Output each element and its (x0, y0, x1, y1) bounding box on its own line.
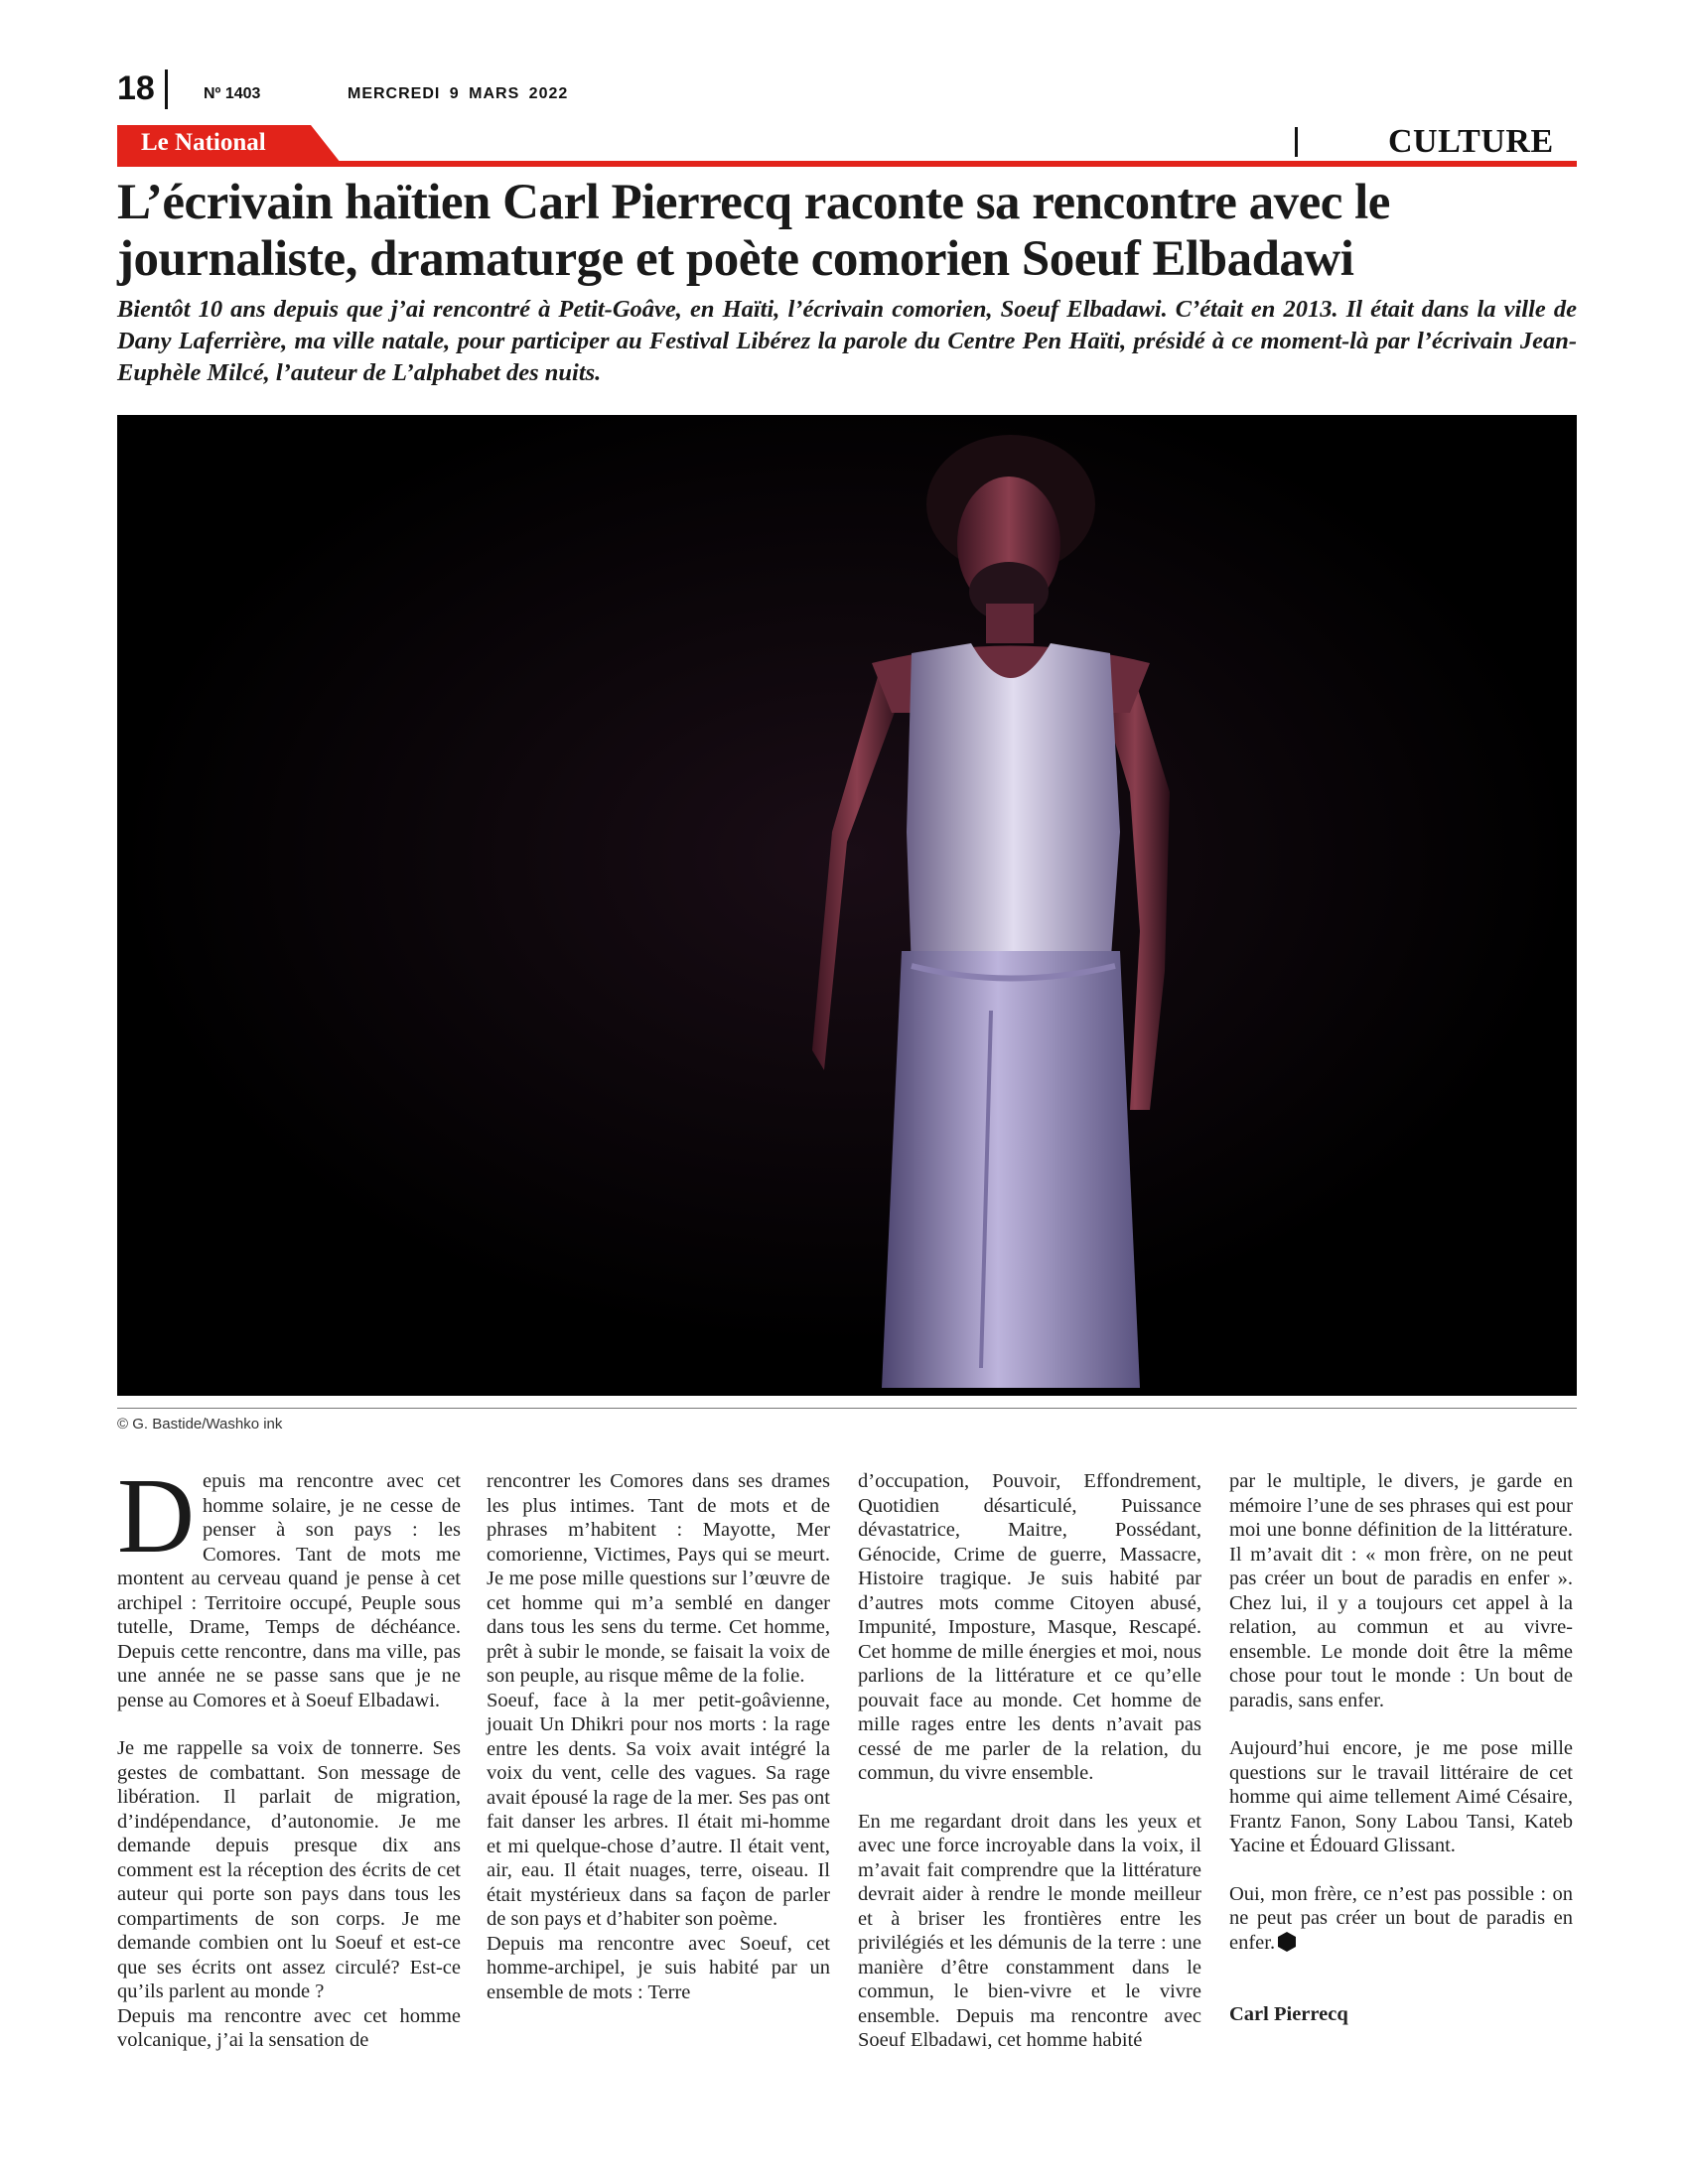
column-2-paragraph-1: rencontrer les Comores dans ses drames les plus intimes. Tant de mots et de phrases m’habitent : Mayotte, Mer comorienne, Victimes, Pays qui se meurt. Je me pose mille questions sur l’œuvre de cet homme qui m’a semblé en danger dans tous les sens du terme. Cet homme, prêt à subir le monde, se faisait la voix de son peuple, au risque même de la folie. (487, 1470, 830, 1687)
article-headline: L’écrivain haïtien Carl Pierrecq raconte sa rencontre avec le journaliste, dramaturge et poète comorien Soeuf Elbadawi (117, 175, 1390, 287)
photo-rule (117, 1408, 1577, 1409)
column-4-paragraph-1: par le multiple, le divers, je garde en mémoire l’une de ses phrases qui est pour moi une bonne définition de la littérature. Il m’avait dit : « mon frère, on ne peut pas créer un bout de paradis en enfer ». Chez lui, il y a toujours cet appel à la relation, au commun et au vivre-ensemble. Le monde doit être la même chose pour tout le monde : Un bout de paradis, sans enfer. (1229, 1470, 1573, 1711)
article-column-4 (1229, 1469, 1573, 2027)
column-3-paragraph-2: En me regardant droit dans les yeux et avec une force incroyable dans la voix, il m’avait fait comprendre que la littérature devrait aider à rendre le monde meilleur et à briser les frontières entre les privilégiés et les démunis de la terre : une manière d’être constamment dans le commun, le bien-vivre et le vivre ensemble. Depuis ma rencontre avec Soeuf Elbadawi, cet homme habité (858, 1810, 1201, 2051)
article-column-2 (487, 1469, 830, 2004)
column-1-paragraph-3: Depuis ma rencontre avec cet homme volcanique, j’ai la sensation de (117, 2004, 461, 2051)
column-1-paragraph-1: epuis ma rencontre avec cet homme solaire, je ne cesse de penser à son pays : les Comores. Tant de mots me montent au cerveau quand je pense à cet archipel : Territoire occupé, Peuple sous tutelle, Drame, Temps de déchéance. Depuis cette rencontre, dans ma ville, pas une année ne se passe sans que je ne pense au Comores et à Soeuf Elbadawi. (117, 1470, 461, 1711)
column-4-paragraph-2: Aujourd’hui encore, je me pose mille questions sur le travail littéraire de cet homme qui aime tellement Aimé Césaire, Frantz Fanon, Sony Labou Tansi, Kateb Yacine et Édouard Glissant. (1229, 1737, 1573, 1856)
performer-photo-illustration (117, 415, 1577, 1396)
newspaper-logo[interactable]: Le National (141, 129, 266, 156)
section-divider (1295, 127, 1298, 157)
column-2-paragraph-3: Depuis ma rencontre avec Soeuf, cet homme-archipel, je suis habité par un ensemble de mots : Terre (487, 1932, 830, 2003)
photo-credit: © G. Bastide/Washko ink (117, 1416, 283, 1433)
drop-cap: D (117, 1457, 195, 1575)
column-1-paragraph-2: Je me rappelle sa voix de tonnerre. Ses gestes de combattant. Son message de libération. Il parlait de migration, d’indépendance, d’autonomie. Je me demande depuis presque dix ans comment est la réception des écrits de cet auteur qui porte son pays dans tous les compartiments de son corps. Je me demande combien ont lu Soeuf et est-ce que ses écrits ont assez circulé? Est-ce qu’ils parlent au monde ? (117, 1737, 461, 2002)
section-label[interactable]: CULTURE (1388, 123, 1554, 160)
header-rule (117, 161, 1577, 167)
column-4-paragraph-3: Oui, mon frère, ce n’est pas possible : on ne peut pas créer un bout de paradis en enfer. (1229, 1882, 1573, 1954)
article-column-3 (858, 1469, 1201, 2053)
page-number: 18 (117, 69, 155, 107)
issue-date: MERCREDI 9 MARS 2022 (348, 85, 569, 102)
issue-number: Nº 1403 (204, 85, 261, 102)
page-number-divider (165, 69, 168, 109)
article-photo (117, 415, 1577, 1396)
column-2-paragraph-2: Soeuf, face à la mer petit-goâvienne, jouait Un Dhikri pour nos morts : la rage entre les dents. Sa voix avait intégré la voix du vent, celle des vagues. Sa rage avait épousé la rage de la mer. Ses pas ont fait danser les arbres. Il était mi-homme et mi quelque-chose d’autre. Il était vent, air, eau. Il était nuages, terre, oiseau. Il était mystérieux dans sa façon de parler de son pays et d’habiter son poème. (487, 1689, 830, 1930)
end-of-article-icon (1277, 1931, 1297, 1953)
column-3-paragraph-1: d’occupation, Pouvoir, Effondrement, Quotidien désarticulé, Puissance dévastatrice, Maitre, Possédant, Génocide, Crime de guerre, Massacre, Histoire tragique. Je suis habité par d’autres mots comme Citoyen abusé, Impunité, Imposture, Masque, Rescapé. Cet homme de mille énergies et moi, nous parlions de la littérature et ce qu’elle pouvait face au monde. Cet homme de mille rages entre les dents n’avait pas cessé de me parler de la relation, du commun, du vivre ensemble. (858, 1470, 1201, 1784)
article-lede: Bientôt 10 ans depuis que j’ai rencontré à Petit-Goâve, en Haïti, l’écrivain comorien, Soeuf Elbadawi. C’était en 2013. Il était dans la ville de Dany Laferrière, ma ville natale, pour participer au Festival Libérez la parole du Centre Pen Haïti, présidé à ce moment-là par l’écrivain Jean-Euphèle Milcé, l’auteur de L’alphabet des nuits. (117, 296, 1577, 386)
author-signature: Carl Pierrecq (1229, 2003, 1348, 2025)
article-column-1 (117, 1457, 461, 2053)
